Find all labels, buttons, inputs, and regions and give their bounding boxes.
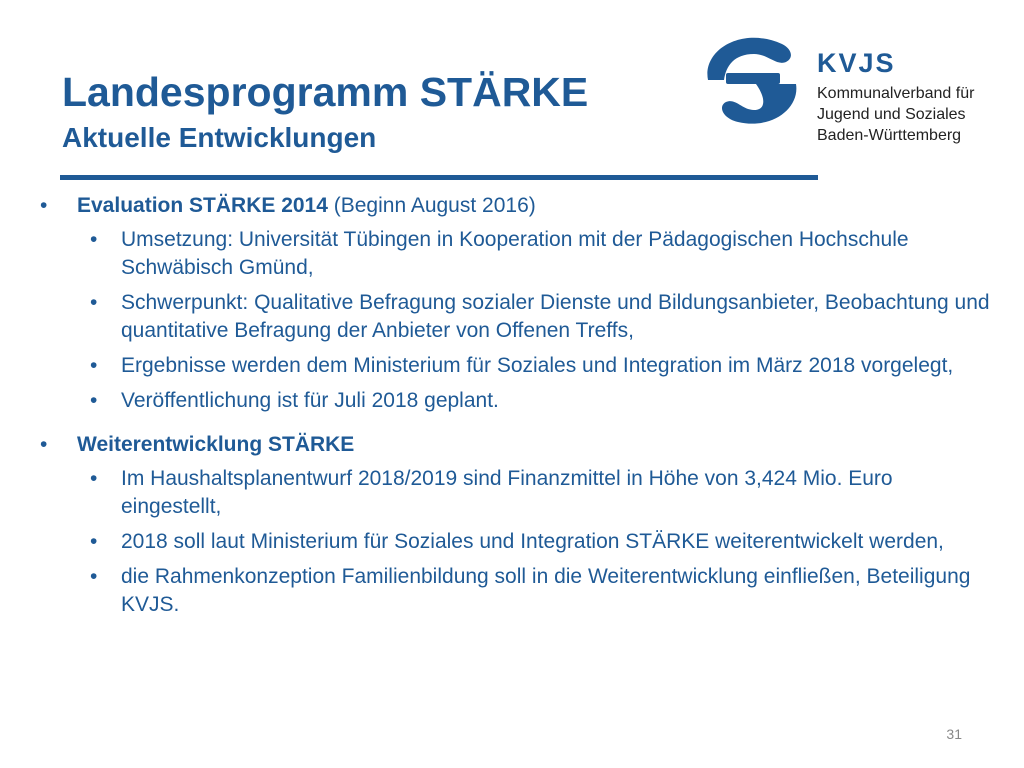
list-item-text: Ergebnisse werden dem Ministerium für Soziales und Integration im März 2018 vorgelegt,	[121, 354, 954, 377]
kvjs-emblem-icon	[700, 28, 810, 128]
logo-line-3: Baden-Württemberg	[817, 127, 962, 144]
bullet-icon: •	[90, 467, 98, 490]
list-item	[40, 563, 990, 619]
sub-list	[40, 226, 990, 415]
list-item-text: Im Haushaltsplanentwurf 2018/2019 sind Finanzmittel in Höhe von 3,424 Mio. Euro eingestellt,	[121, 467, 893, 518]
slide-content	[40, 192, 990, 626]
title-divider	[60, 175, 818, 180]
section-heading-bold: Weiterentwicklung STÄRKE	[77, 433, 355, 456]
list-item-text: Schwerpunkt: Qualitative Befragung sozialer Dienste und Bildungsanbieter, Beobachtung und quantitative Befragung der Anbieter von Offenen Treffs,	[121, 291, 990, 342]
bullet-icon: •	[40, 433, 48, 456]
bullet-icon: •	[40, 194, 48, 217]
logo-line-2: Jugend und Soziales	[817, 106, 966, 123]
section-heading-rest: (Beginn August 2016)	[327, 194, 536, 217]
page-number: 31	[946, 726, 962, 742]
list-item-text: Umsetzung: Universität Tübingen in Kooperation mit der Pädagogischen Hochschule Schwäbisch Gmünd,	[121, 228, 909, 279]
logo-line-1: Kommunalverband für	[817, 85, 975, 102]
logo-name: KVJS	[817, 48, 896, 78]
section-heading-bold: Evaluation STÄRKE 2014	[77, 194, 328, 217]
bullet-icon: •	[90, 228, 98, 251]
kvjs-logo	[700, 28, 990, 144]
list-item	[40, 528, 990, 556]
list-item-text: Veröffentlichung ist für Juli 2018 geplant.	[121, 389, 499, 412]
list-item-text: 2018 soll laut Ministerium für Soziales und Integration STÄRKE weiterentwickelt werden,	[121, 530, 944, 553]
list-item	[40, 465, 990, 521]
list-item	[40, 289, 990, 345]
section-weiterentwicklung	[40, 431, 990, 619]
list-item	[40, 352, 990, 380]
sub-list	[40, 465, 990, 619]
bullet-icon: •	[90, 389, 98, 412]
bullet-icon: •	[90, 354, 98, 377]
section-heading	[40, 431, 990, 459]
list-item-text: die Rahmenkonzeption Familienbildung soll in die Weiterentwicklung einfließen, Beteiligung KVJS.	[121, 565, 971, 616]
bullet-icon: •	[90, 565, 98, 588]
slide-title: Landesprogramm STÄRKE	[62, 69, 589, 115]
list-item	[40, 226, 990, 282]
section-evaluation	[40, 192, 990, 415]
bullet-icon: •	[90, 530, 98, 553]
list-item	[40, 387, 990, 415]
bullet-icon: •	[90, 291, 98, 314]
slide-subtitle: Aktuelle Entwicklungen	[62, 122, 377, 153]
section-heading	[40, 192, 990, 220]
